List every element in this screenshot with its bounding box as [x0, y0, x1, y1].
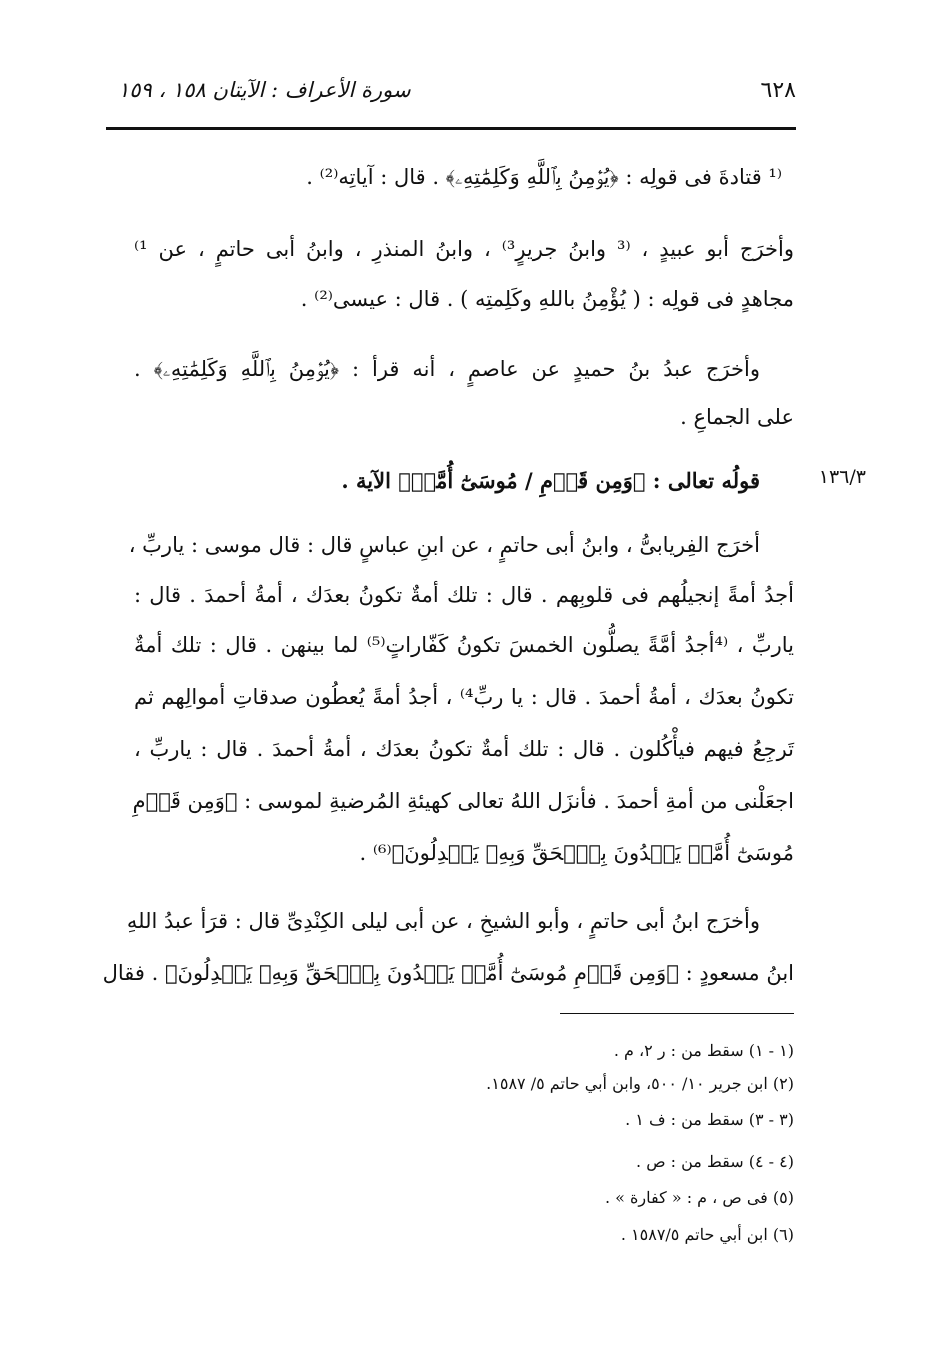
footnote-2: (٢) ابن جرير ١٠/ ٥٠٠، وابن أبي حاتم ٥/ ١٥٨٧.: [486, 1074, 794, 1093]
text-line-13: مُوسَىٰٓ أُمَّةٞ يَهۡدُونَ بِٱلۡحَقِّ وَبِهِۦ يَعۡدِلُونَ﴾⁽⁶⁾ .: [359, 841, 794, 865]
text-line-8: أجدُ أمةً إنجيلُهم فى قلوبِهم . قال : تلك أمةٌ تكونُ بعدَك ، أمةُ أحمدَ . قال :: [134, 583, 794, 607]
text-line-12: اجعَلْنى من أمةِ أحمدَ . فأنزَل اللهُ تعالى كهيئةِ المُرضيةِ لموسى : ﴿وَمِن قَوۡمِ: [132, 789, 794, 813]
text-line-10: تكونُ بعدَك ، أمةُ أحمدَ . قال : يا ربِّ⁴⁾ ، أجدُ أمةً يُعطُون صدقاتِ أموالِهم ثم: [134, 685, 794, 709]
page-number: ٦٢٨: [760, 78, 796, 103]
text-line-4: وأخرَج عبدُ بنُ حميدٍ عن عاصمٍ ، أنه قرأ : ﴿يُؤۡمِنُ بِٱللَّهِ وَكَلِمَٰتِهِۦ﴾ .: [134, 357, 760, 381]
footnote-4: (٤ - ٤) سقط من : ص .: [636, 1152, 794, 1171]
text-line-3: مجاهدٍ فى قولِه : ( يُؤْمِنُ باللهِ وكَلِمتِه ) . قال : عيسى⁽²⁾ .: [300, 287, 794, 311]
header-rule: [106, 127, 796, 130]
footnote-6: (٦) ابن أبي حاتم ١٥٨٧/٥ .: [620, 1225, 794, 1244]
text-line-1: ⁽¹ قتادةَ فى قولِه : ﴿يُؤۡمِنُ بِٱللَّهِ وَكَلِمَٰتِهِۦ﴾ . قال : آياتِه⁽²⁾ .: [306, 165, 782, 189]
footnote-3: (٣ - ٣) سقط من : ف ١ .: [625, 1110, 794, 1129]
text-line-15: ابنُ مسعودٍ : ﴿وَمِن قَوۡمِ مُوسَىٰٓ أُمَّةٞ يَهۡدُونَ بِٱلۡحَقِّ وَبِهِۦ يَعۡدِلُونَ﴾ . فقال: [102, 961, 794, 985]
text-line-7: أخرَج الفِريابىُّ ، وابنُ أبى حاتمٍ ، عن ابنِ عباسٍ قال : قال موسى : ياربِّ ،: [128, 533, 760, 557]
footnote-5: (٥) فى ص ، م : « كفارة » .: [604, 1188, 794, 1207]
text-line-2: وأخرَج أبو عبيدٍ ، ⁽³ وابنُ جريرٍ³⁾ ، وابنُ المنذرِ ، وابنُ أبى حاتمٍ ، عن ¹⁾: [134, 237, 794, 261]
text-line-14: وأخرَج ابنُ أبى حاتمٍ ، وأبو الشيخِ ، عن أبى ليلى الكِنْدِىِّ قال : قرَأ عبدُ اللهِ: [126, 909, 760, 933]
footnote-1: (١ - ١) سقط من : ر ٢، م .: [613, 1041, 794, 1060]
section-heading: قولُه تعالى : ﴿وَمِن قَوۡمِ / مُوسَىٰٓ أُمَّةٞ﴾ الآية .: [341, 468, 760, 493]
text-line-9: ياربِّ ، ⁽⁴أجدُ أمَّةً يصلُّون الخمسَ تكونُ كَفّاراتٍ⁽⁵⁾ لما بينهن . قال : تلك أمةٌ: [134, 633, 794, 657]
text-line-5: على الجماعِ .: [680, 405, 794, 429]
margin-reference: ١٣٦/٣: [818, 466, 866, 488]
running-title: سورة الأعراف : الآيتان ١٥٨ ، ١٥٩: [118, 78, 411, 102]
running-header: [108, 78, 796, 118]
text-line-11: تَرجِعُ فيهم فيأْكُلون . قال : تلك أمةٌ تكونُ بعدَك ، أمةُ أحمدَ . قال : ياربِّ ،: [134, 737, 794, 761]
footnote-rule: [560, 1013, 794, 1014]
